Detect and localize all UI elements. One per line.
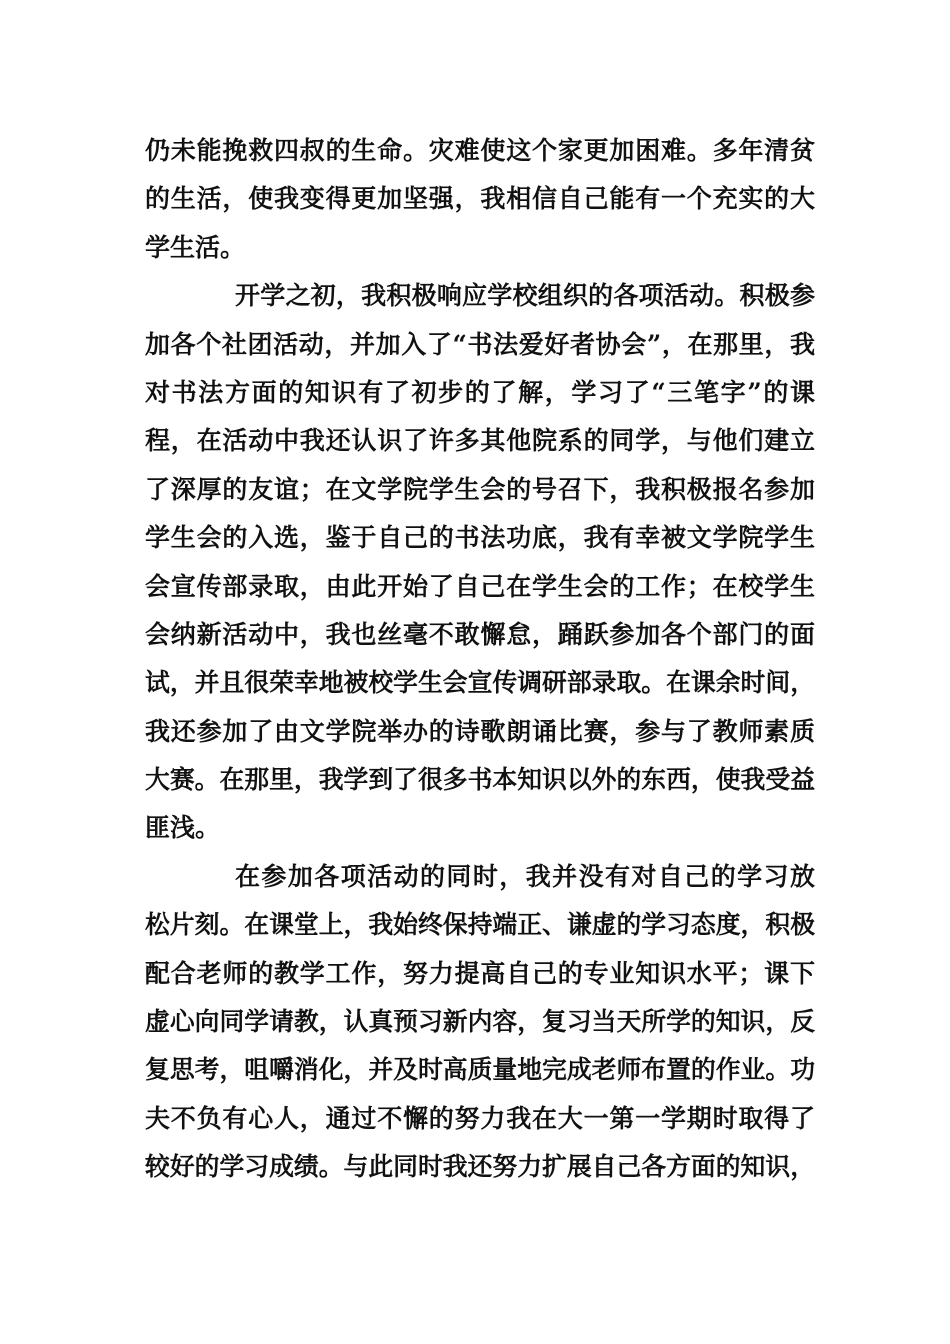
text-line: 松片刻。在课堂上，我始终保持端正、谦虚的学习态度，积极 [145,910,815,940]
text-line: 夫不负有心人，通过不懈的努力我在大一第一学期时取得了 [145,1103,815,1133]
paragraph-start-line: 开学之初，我积极响应学校组织的各项活动。积极参 [235,281,815,311]
text-line: 较好的学习成绩。与此同时我还努力扩展自己各方面的知识， [145,1152,815,1182]
text-line: 会纳新活动中，我也丝毫不敢懈怠，踊跃参加各个部门的面 [145,619,815,649]
body-text [145,127,815,1192]
text-line: 程，在活动中我还认识了许多其他院系的同学，与他们建立 [145,426,815,456]
text-line: 对书法方面的知识有了初步的了解，学习了“三笔字”的课 [145,377,815,407]
text-line: 了深厚的友谊；在文学院学生会的号召下，我积极报名参加 [145,474,815,504]
text-line: 配合老师的教学工作，努力提高自己的专业知识水平；课下 [145,958,815,988]
text-line: 学生会的入选，鉴于自己的书法功底，我有幸被文学院学生 [145,523,815,553]
text-line: 我还参加了由文学院举办的诗歌朗诵比赛，参与了教师素质 [145,716,815,746]
text-line: 学生活。 [145,232,246,262]
text-line: 虚心向同学请教，认真预习新内容，复习当天所学的知识，反 [145,1007,815,1037]
text-line: 加各个社团活动，并加入了“书法爱好者协会”，在那里，我 [145,329,815,359]
text-line: 会宣传部录取，由此开始了自己在学生会的工作；在校学生 [145,571,815,601]
text-line: 匪浅。 [145,813,221,843]
text-line: 仍未能挽救四叔的生命。灾难使这个家更加困难。多年清贫 [145,136,815,165]
text-line: 试，并且很荣幸地被校学生会宣传调研部录取。在课余时间， [145,668,815,698]
text-line: 大赛。在那里，我学到了很多书本知识以外的东西，使我受益 [145,765,815,795]
paragraph-start-line: 在参加各项活动的同时，我并没有对自己的学习放 [235,861,815,891]
text-line: 的生活，使我变得更加坚强，我相信自己能有一个充实的大 [145,184,815,214]
text-line: 复思考，咀嚼消化，并及时高质量地完成老师布置的作业。功 [145,1055,815,1085]
